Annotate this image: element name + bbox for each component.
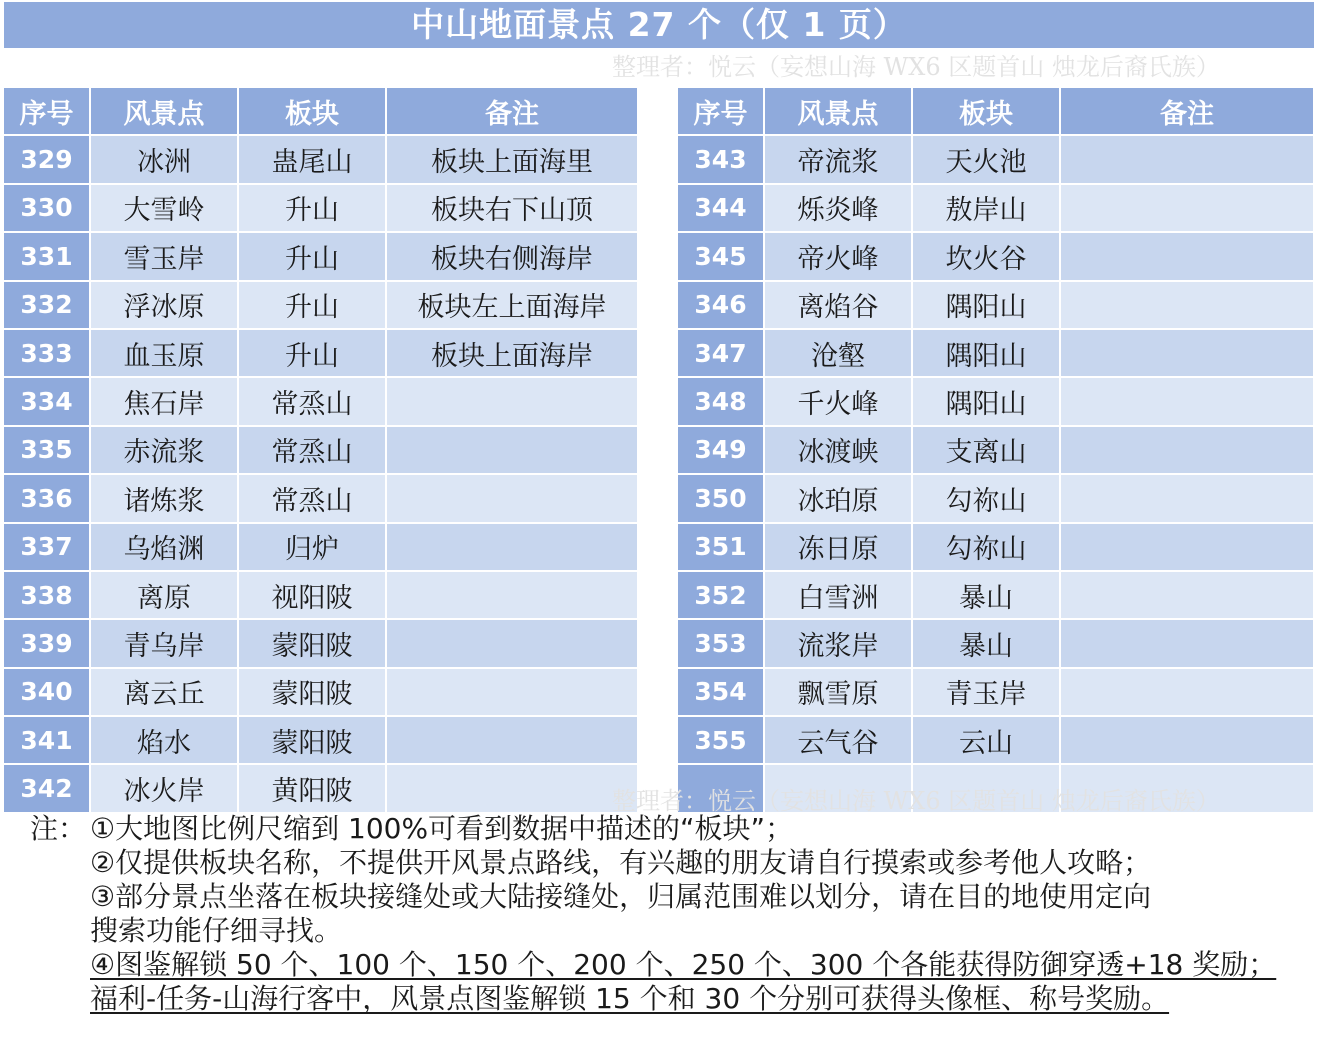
row-note <box>386 764 638 812</box>
row-note <box>1060 619 1314 667</box>
row-spot: 血玉原 <box>90 329 238 377</box>
row-block: 云山 <box>912 716 1060 764</box>
row-spot: 离原 <box>90 571 238 619</box>
row-spot: 雪玉岸 <box>90 232 238 280</box>
row-block: 暴山 <box>912 571 1060 619</box>
table-row <box>4 716 638 764</box>
row-block: 常烝山 <box>238 377 386 425</box>
row-index: 351 <box>678 523 764 571</box>
row-block: 升山 <box>238 329 386 377</box>
table-row <box>678 377 1314 425</box>
table-row <box>678 474 1314 522</box>
row-index: 355 <box>678 716 764 764</box>
row-spot: 帝火峰 <box>764 232 912 280</box>
header-spot: 风景点 <box>764 88 912 135</box>
table-body-left <box>4 135 638 812</box>
row-block: 视阳陂 <box>238 571 386 619</box>
table-body-right <box>678 135 1314 812</box>
table-row <box>678 523 1314 571</box>
row-index: 338 <box>4 571 90 619</box>
row-note <box>386 571 638 619</box>
header-note: 备注 <box>1060 88 1314 135</box>
row-index: 348 <box>678 377 764 425</box>
row-note <box>1060 716 1314 764</box>
row-block: 蒙阳陂 <box>238 716 386 764</box>
row-note: 板块上面海里 <box>386 135 638 183</box>
page-title: 中山地面景点 27 个（仅 1 页） <box>4 2 1314 48</box>
table-row <box>678 232 1314 280</box>
row-index: 336 <box>4 474 90 522</box>
row-note: 板块右侧海岸 <box>386 232 638 280</box>
row-block: 勾祢山 <box>912 523 1060 571</box>
table-row <box>4 377 638 425</box>
row-index: 344 <box>678 184 764 232</box>
header-block: 板块 <box>238 88 386 135</box>
row-spot: 烁炎峰 <box>764 184 912 232</box>
notes-section <box>30 812 1300 1016</box>
row-block: 常烝山 <box>238 474 386 522</box>
row-spot: 乌焰渊 <box>90 523 238 571</box>
row-spot: 焦石岸 <box>90 377 238 425</box>
row-index: 331 <box>4 232 90 280</box>
scenic-table-left <box>4 88 639 814</box>
row-spot: 冰珀原 <box>764 474 912 522</box>
row-block: 敖岸山 <box>912 184 1060 232</box>
table-header-row <box>678 88 1314 135</box>
row-spot: 流浆岸 <box>764 619 912 667</box>
table-row <box>4 232 638 280</box>
row-note <box>1060 571 1314 619</box>
row-spot: 冰洲 <box>90 135 238 183</box>
row-block: 隅阳山 <box>912 329 1060 377</box>
row-index: 333 <box>4 329 90 377</box>
row-note <box>386 668 638 716</box>
row-spot: 焰水 <box>90 716 238 764</box>
row-note <box>1060 426 1314 474</box>
row-block: 蛊尾山 <box>238 135 386 183</box>
row-note <box>1060 474 1314 522</box>
header-index: 序号 <box>4 88 90 135</box>
row-block: 暴山 <box>912 619 1060 667</box>
row-index: 341 <box>4 716 90 764</box>
row-block: 隅阳山 <box>912 377 1060 425</box>
row-spot: 诸炼浆 <box>90 474 238 522</box>
table-row <box>678 281 1314 329</box>
row-block: 升山 <box>238 184 386 232</box>
row-note <box>1060 523 1314 571</box>
row-index: 334 <box>4 377 90 425</box>
row-block: 隅阳山 <box>912 281 1060 329</box>
scenic-table-right <box>678 88 1315 814</box>
row-spot: 飘雪原 <box>764 668 912 716</box>
table-row <box>4 668 638 716</box>
row-index: 346 <box>678 281 764 329</box>
table-row <box>4 764 638 812</box>
table-row <box>678 135 1314 183</box>
row-note <box>386 474 638 522</box>
row-index: 354 <box>678 668 764 716</box>
row-index: 349 <box>678 426 764 474</box>
row-block: 升山 <box>238 281 386 329</box>
row-spot: 大雪岭 <box>90 184 238 232</box>
row-spot: 冰火岸 <box>90 764 238 812</box>
table-header-row <box>4 88 638 135</box>
row-spot: 白雪洲 <box>764 571 912 619</box>
table-row <box>4 571 638 619</box>
table-row <box>4 619 638 667</box>
table-row <box>4 474 638 522</box>
row-block: 蒙阳陂 <box>238 668 386 716</box>
row-note: 板块上面海岸 <box>386 329 638 377</box>
row-note <box>386 426 638 474</box>
row-block: 青玉岸 <box>912 668 1060 716</box>
note-line-1: ①大地图比例尺缩到 100%可看到数据中描述的“板块”； <box>90 812 794 845</box>
header-block: 板块 <box>912 88 1060 135</box>
row-note <box>1060 377 1314 425</box>
row-note <box>1060 232 1314 280</box>
row-index: 339 <box>4 619 90 667</box>
table-row <box>4 135 638 183</box>
table-row <box>4 184 638 232</box>
row-index: 329 <box>4 135 90 183</box>
note-line-3a: ③部分景点坐落在板块接缝处或大陆接缝处，归属范围难以划分，请在目的地使用定向 <box>90 880 1152 913</box>
row-block: 天火池 <box>912 135 1060 183</box>
row-note: 板块右下山顶 <box>386 184 638 232</box>
row-note <box>1060 329 1314 377</box>
row-spot: 浮冰原 <box>90 281 238 329</box>
row-index: 330 <box>4 184 90 232</box>
row-spot: 云气谷 <box>764 716 912 764</box>
row-index: 353 <box>678 619 764 667</box>
header-note: 备注 <box>386 88 638 135</box>
row-block: 坎火谷 <box>912 232 1060 280</box>
row-note <box>386 523 638 571</box>
table-row <box>678 668 1314 716</box>
row-spot: 千火峰 <box>764 377 912 425</box>
table-row <box>4 281 638 329</box>
row-block: 归炉 <box>238 523 386 571</box>
row-index: 350 <box>678 474 764 522</box>
row-note <box>386 716 638 764</box>
row-note <box>1060 135 1314 183</box>
row-spot: 离云丘 <box>90 668 238 716</box>
row-index: 332 <box>4 281 90 329</box>
row-spot: 冰渡峡 <box>764 426 912 474</box>
row-spot: 沧壑 <box>764 329 912 377</box>
row-spot: 帝流浆 <box>764 135 912 183</box>
row-note: 板块左上面海岸 <box>386 281 638 329</box>
row-note <box>386 619 638 667</box>
row-spot: 离焰谷 <box>764 281 912 329</box>
row-index: 343 <box>678 135 764 183</box>
row-index: 335 <box>4 426 90 474</box>
row-block: 黄阳陂 <box>238 764 386 812</box>
table-row <box>678 619 1314 667</box>
row-index: 337 <box>4 523 90 571</box>
watermark-top: 整理者：悦云（妄想山海 WX6 区题首山 烛龙后裔氏族） <box>612 53 1220 81</box>
row-index: 340 <box>4 668 90 716</box>
row-note <box>1060 184 1314 232</box>
row-note <box>1060 281 1314 329</box>
table-row <box>4 329 638 377</box>
row-spot: 赤流浆 <box>90 426 238 474</box>
row-spot: 青乌岸 <box>90 619 238 667</box>
notes-prefix: 注： <box>30 812 87 845</box>
table-row <box>678 329 1314 377</box>
row-index: 347 <box>678 329 764 377</box>
row-note <box>386 377 638 425</box>
table-row <box>678 571 1314 619</box>
table-row <box>4 426 638 474</box>
note-line-4b: 福利-任务-山海行客中，风景点图鉴解锁 15 个和 30 个分别可获得头像框、称号奖励。 <box>90 982 1170 1015</box>
table-row <box>678 426 1314 474</box>
row-block: 常烝山 <box>238 426 386 474</box>
watermark-bottom: 整理者：悦云（妄想山海 WX6 区题首山 烛龙后裔氏族） <box>612 787 1220 815</box>
row-block: 勾祢山 <box>912 474 1060 522</box>
header-index: 序号 <box>678 88 764 135</box>
row-block: 蒙阳陂 <box>238 619 386 667</box>
header-spot: 风景点 <box>90 88 238 135</box>
row-block: 支离山 <box>912 426 1060 474</box>
table-row <box>4 523 638 571</box>
row-index: 352 <box>678 571 764 619</box>
row-index: 345 <box>678 232 764 280</box>
row-block: 升山 <box>238 232 386 280</box>
row-spot: 冻日原 <box>764 523 912 571</box>
table-row <box>678 716 1314 764</box>
note-line-2: ②仅提供板块名称，不提供开风景点路线，有兴趣的朋友请自行摸索或参考他人攻略； <box>90 846 1152 879</box>
note-line-4a: ④图鉴解锁 50 个、100 个、150 个、200 个、250 个、300 个各能获得防御穿透+18 奖励； <box>90 948 1277 981</box>
note-line-3b: 搜索功能仔细寻找。 <box>90 914 343 947</box>
row-note <box>1060 668 1314 716</box>
row-index: 342 <box>4 764 90 812</box>
table-row <box>678 184 1314 232</box>
